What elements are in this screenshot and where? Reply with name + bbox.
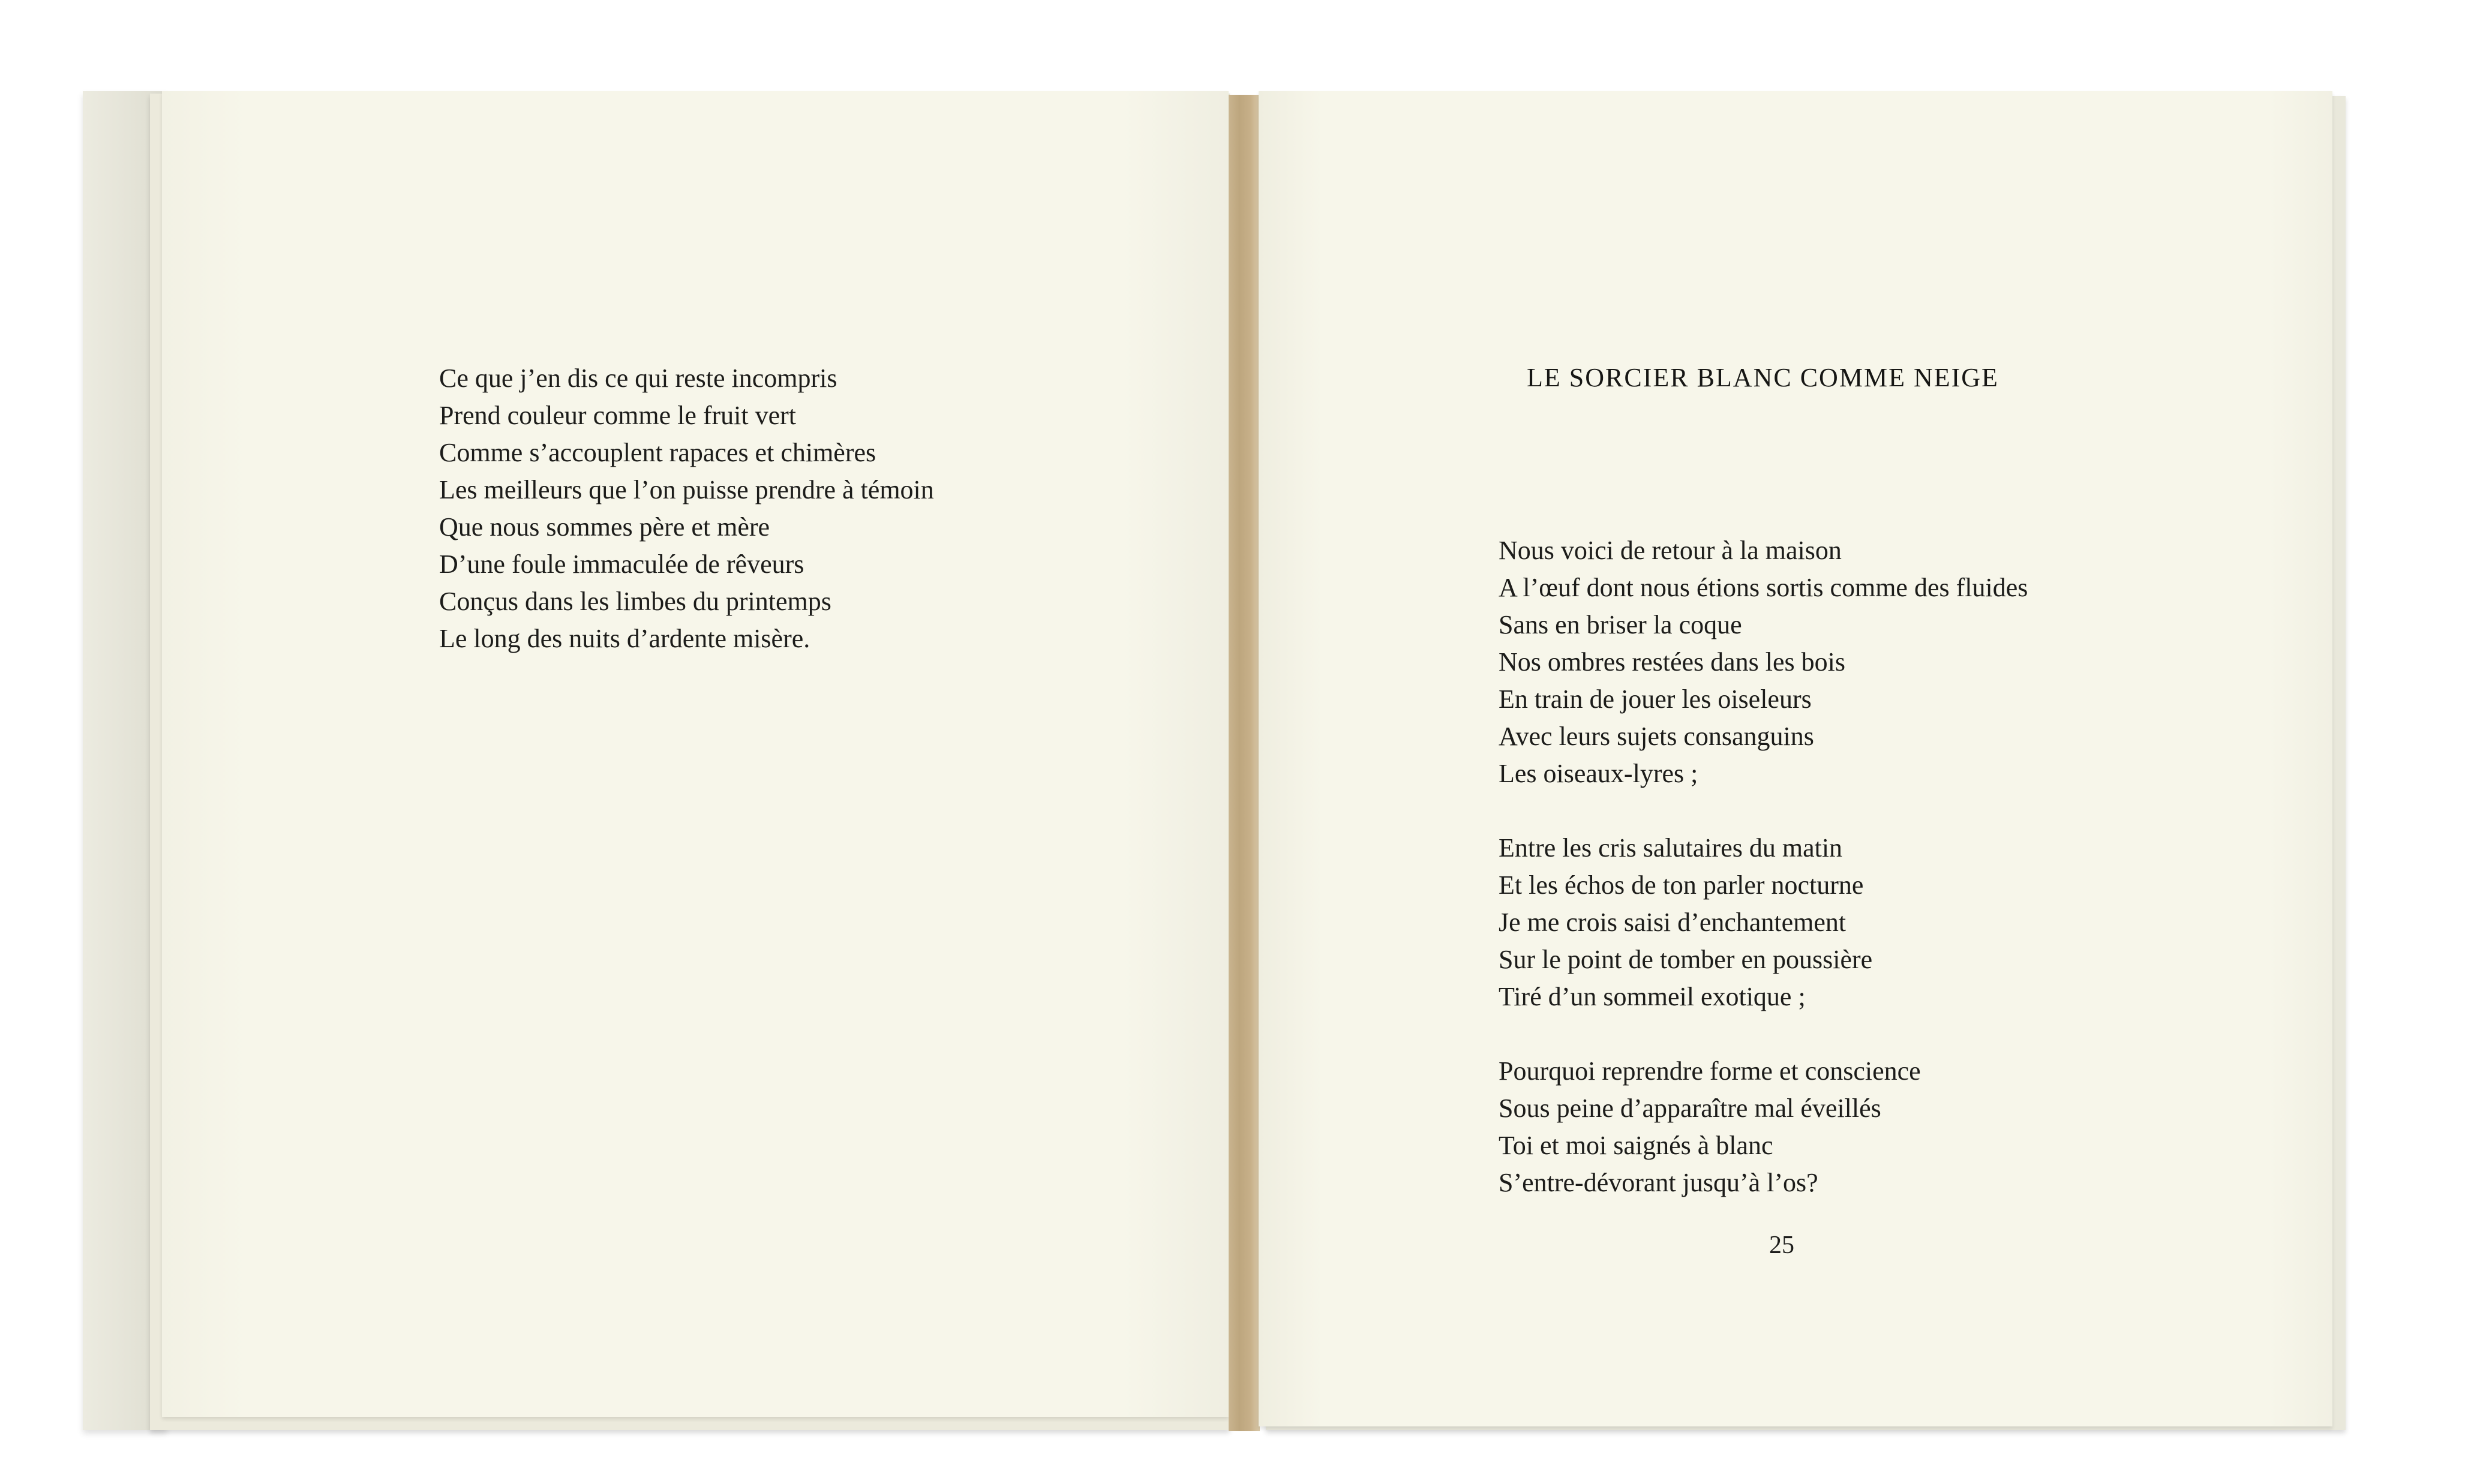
poem-line: A l’œuf dont nous étions sortis comme des fluides xyxy=(1499,573,2028,602)
poem-line: Nous voici de retour à la maison xyxy=(1499,536,1842,565)
left-page-poem xyxy=(439,360,934,657)
poem-line: Comme s’accouplent rapaces et chimères xyxy=(439,438,876,467)
poem-line: Nos ombres restées dans les bois xyxy=(1499,647,1846,677)
poem-line: Les meilleurs que l’on puisse prendre à témoin xyxy=(439,475,934,504)
left-page xyxy=(162,91,1229,1417)
poem-title: LE SORCIER BLANC COMME NEIGE xyxy=(1527,363,1999,392)
poem-line: En train de jouer les oiseleurs xyxy=(1499,684,1812,714)
poem-line: Avec leurs sujets consanguins xyxy=(1499,722,1814,751)
right-page-poem xyxy=(1499,532,2028,1201)
book-gutter xyxy=(1229,95,1260,1431)
poem-line: Conçus dans les limbes du printemps xyxy=(439,587,831,616)
poem-line: Sous peine d’apparaître mal éveillés xyxy=(1499,1094,1881,1123)
poem-line: Et les échos de ton parler nocturne xyxy=(1499,870,1864,900)
poem-line: Toi et moi saignés à blanc xyxy=(1499,1131,1773,1160)
poem-line: Entre les cris salutaires du matin xyxy=(1499,833,1843,863)
poem-line: Les oiseaux-lyres ; xyxy=(1499,759,1698,788)
poem-line: Ce que j’en dis ce qui reste incompris xyxy=(439,364,837,393)
poem-line: Prend couleur comme le fruit vert xyxy=(439,401,797,430)
poem-line: Que nous sommes père et mère xyxy=(439,512,770,542)
poem-line: Je me crois saisi d’enchantement xyxy=(1499,908,1847,937)
page-number: 25 xyxy=(1769,1231,1794,1259)
poem-line: Sans en briser la coque xyxy=(1499,610,1742,639)
poem-line: Pourquoi reprendre forme et conscience xyxy=(1499,1056,1921,1086)
poem-line: S’entre-dévorant jusqu’à l’os? xyxy=(1499,1168,1818,1197)
poem-line: Sur le point de tomber en poussière xyxy=(1499,945,1873,974)
stanza-break xyxy=(1499,792,2028,830)
poem-line: Le long des nuits d’ardente misère. xyxy=(439,624,810,653)
poem-line: Tiré d’un sommeil exotique ; xyxy=(1499,982,1806,1011)
poem-line: D’une foule immaculée de rêveurs xyxy=(439,549,804,579)
stanza-break xyxy=(1499,1016,2028,1053)
